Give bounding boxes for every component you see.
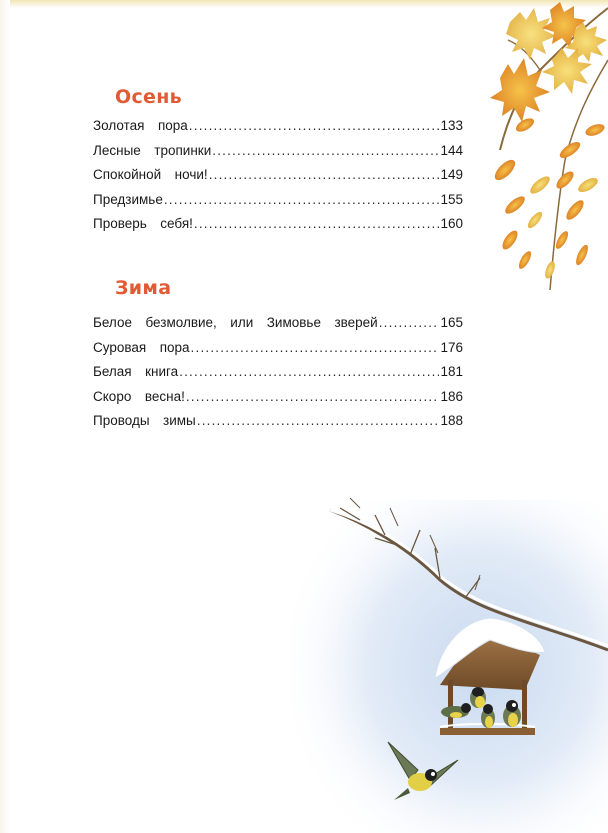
section-heading-winter: Зима bbox=[115, 277, 172, 299]
toc-entry[interactable] bbox=[93, 118, 463, 143]
toc-entry-title: Лесные тропинки bbox=[93, 142, 212, 158]
toc-entry-page: 181 bbox=[440, 364, 463, 379]
toc-entry-title: Предзимье bbox=[93, 191, 163, 207]
toc-entry-title: Суровая пора bbox=[93, 339, 190, 355]
dot-leader bbox=[164, 192, 440, 207]
toc-list-autumn bbox=[93, 118, 463, 241]
toc-entry-page: 186 bbox=[440, 388, 463, 404]
toc-entry-title: Проводы зимы bbox=[93, 413, 196, 428]
toc-entry[interactable] bbox=[93, 340, 463, 365]
toc-entry-title: Белая книга bbox=[93, 364, 179, 379]
dot-leader bbox=[179, 364, 439, 379]
winter-bird-feeder-illustration bbox=[290, 480, 608, 833]
toc-entry-page: 133 bbox=[440, 118, 463, 133]
dot-leader bbox=[189, 118, 440, 133]
toc-entry[interactable] bbox=[93, 167, 463, 192]
dot-leader bbox=[209, 167, 440, 182]
toc-entry-page: 155 bbox=[440, 191, 463, 207]
toc-entry-title: Скоро весна! bbox=[93, 388, 185, 404]
toc-entry-title: Спокойной ночи! bbox=[93, 167, 208, 182]
toc-entry[interactable] bbox=[93, 315, 463, 340]
autumn-leaves-illustration bbox=[470, 0, 608, 300]
dot-leader bbox=[191, 340, 440, 355]
dot-leader bbox=[197, 413, 440, 428]
toc-entry-page: 165 bbox=[440, 315, 463, 330]
toc-entry-title: Золотая пора bbox=[93, 118, 188, 133]
toc-entry-title: Белое безмолвие, или Зимовье зверей bbox=[93, 315, 378, 330]
toc-entry-page: 176 bbox=[440, 339, 463, 355]
toc-entry-page: 149 bbox=[440, 167, 463, 182]
toc-entry[interactable] bbox=[93, 413, 463, 438]
toc-entry-title: Проверь себя! bbox=[93, 216, 193, 231]
toc-entry-page: 160 bbox=[440, 216, 463, 231]
toc-list-winter bbox=[93, 315, 463, 438]
toc-entry[interactable] bbox=[93, 389, 463, 414]
dot-leader bbox=[212, 143, 439, 158]
section-heading-autumn: Осень bbox=[115, 86, 182, 108]
dot-leader bbox=[186, 389, 440, 404]
falling-leaves-icon bbox=[492, 116, 607, 271]
dot-leader bbox=[379, 315, 440, 330]
toc-entry[interactable] bbox=[93, 192, 463, 217]
toc-entry[interactable] bbox=[93, 143, 463, 168]
toc-entry-page: 144 bbox=[440, 142, 463, 158]
toc-entry-page: 188 bbox=[440, 413, 463, 428]
page-binding-edge bbox=[0, 0, 10, 833]
toc-entry[interactable] bbox=[93, 364, 463, 389]
toc-entry[interactable] bbox=[93, 216, 463, 241]
dot-leader bbox=[194, 216, 440, 231]
